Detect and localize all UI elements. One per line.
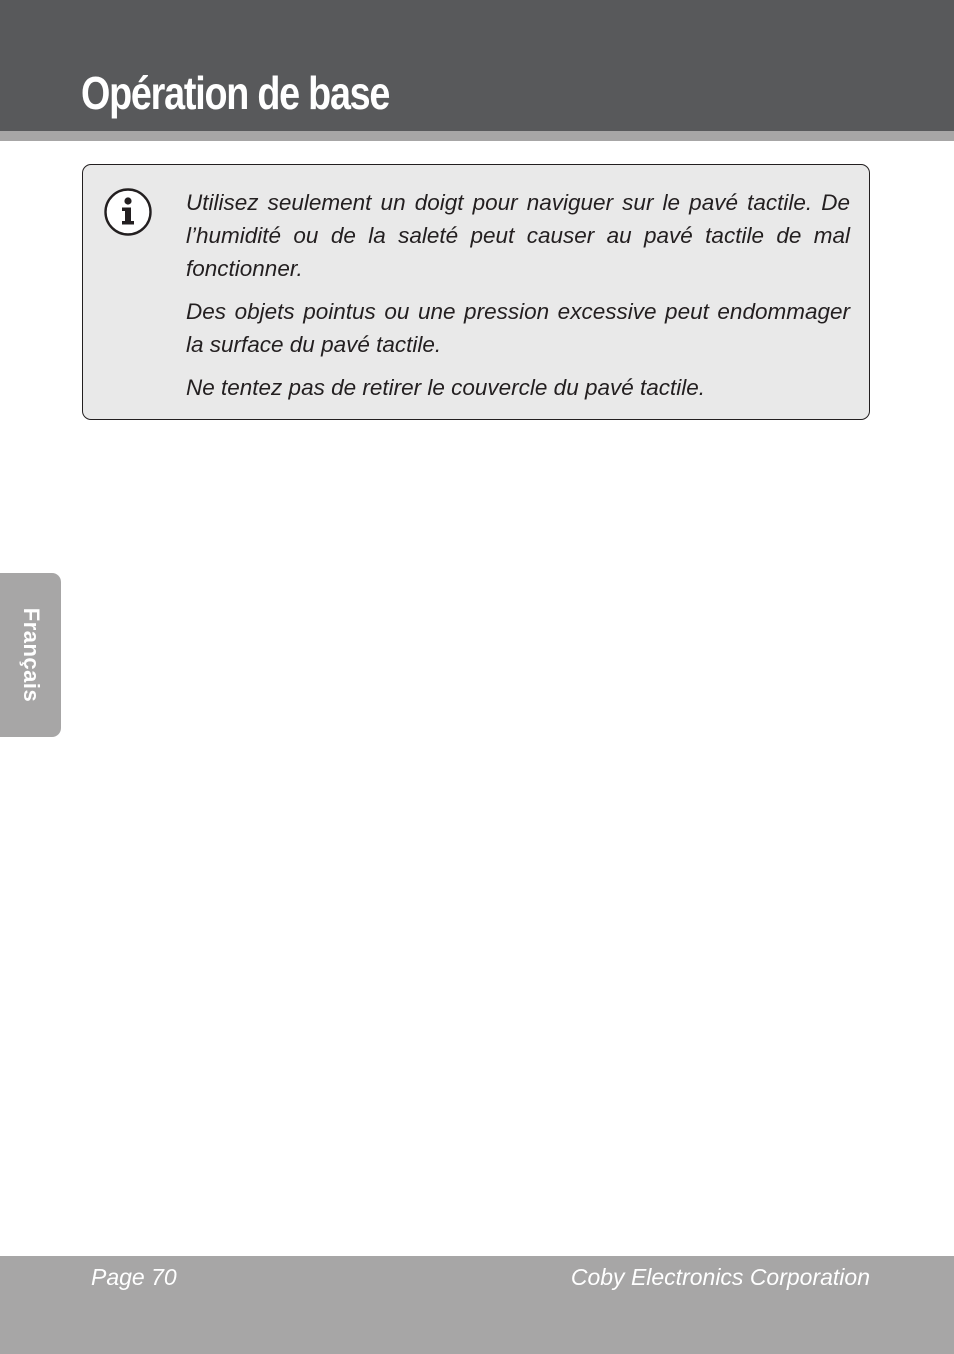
note-text [186,186,850,414]
company-name: Coby Electronics Corporation [570,1264,870,1290]
note-box [82,164,870,420]
footer-bar [0,1256,954,1354]
note-paragraph: Utilisez seulement un doigt pour naviguer sur le pavé tactile. De l’humidité ou de la saleté peut causer au pavé tactile de mal fonctionner. [186,190,850,281]
header-bar [0,0,954,131]
note-paragraph: Des objets pointus ou une pression excessive peut endommager la surface du pavé tactile. [186,299,850,357]
language-tab [0,573,61,737]
header-stripe [0,131,954,141]
page-number: Page 70 [91,1264,177,1290]
language-tab-label: Français [18,607,44,703]
page-title: Opération de base [81,67,390,119]
info-icon [103,187,153,237]
note-paragraph: Ne tentez pas de retirer le couvercle du pavé tactile. [186,375,706,400]
